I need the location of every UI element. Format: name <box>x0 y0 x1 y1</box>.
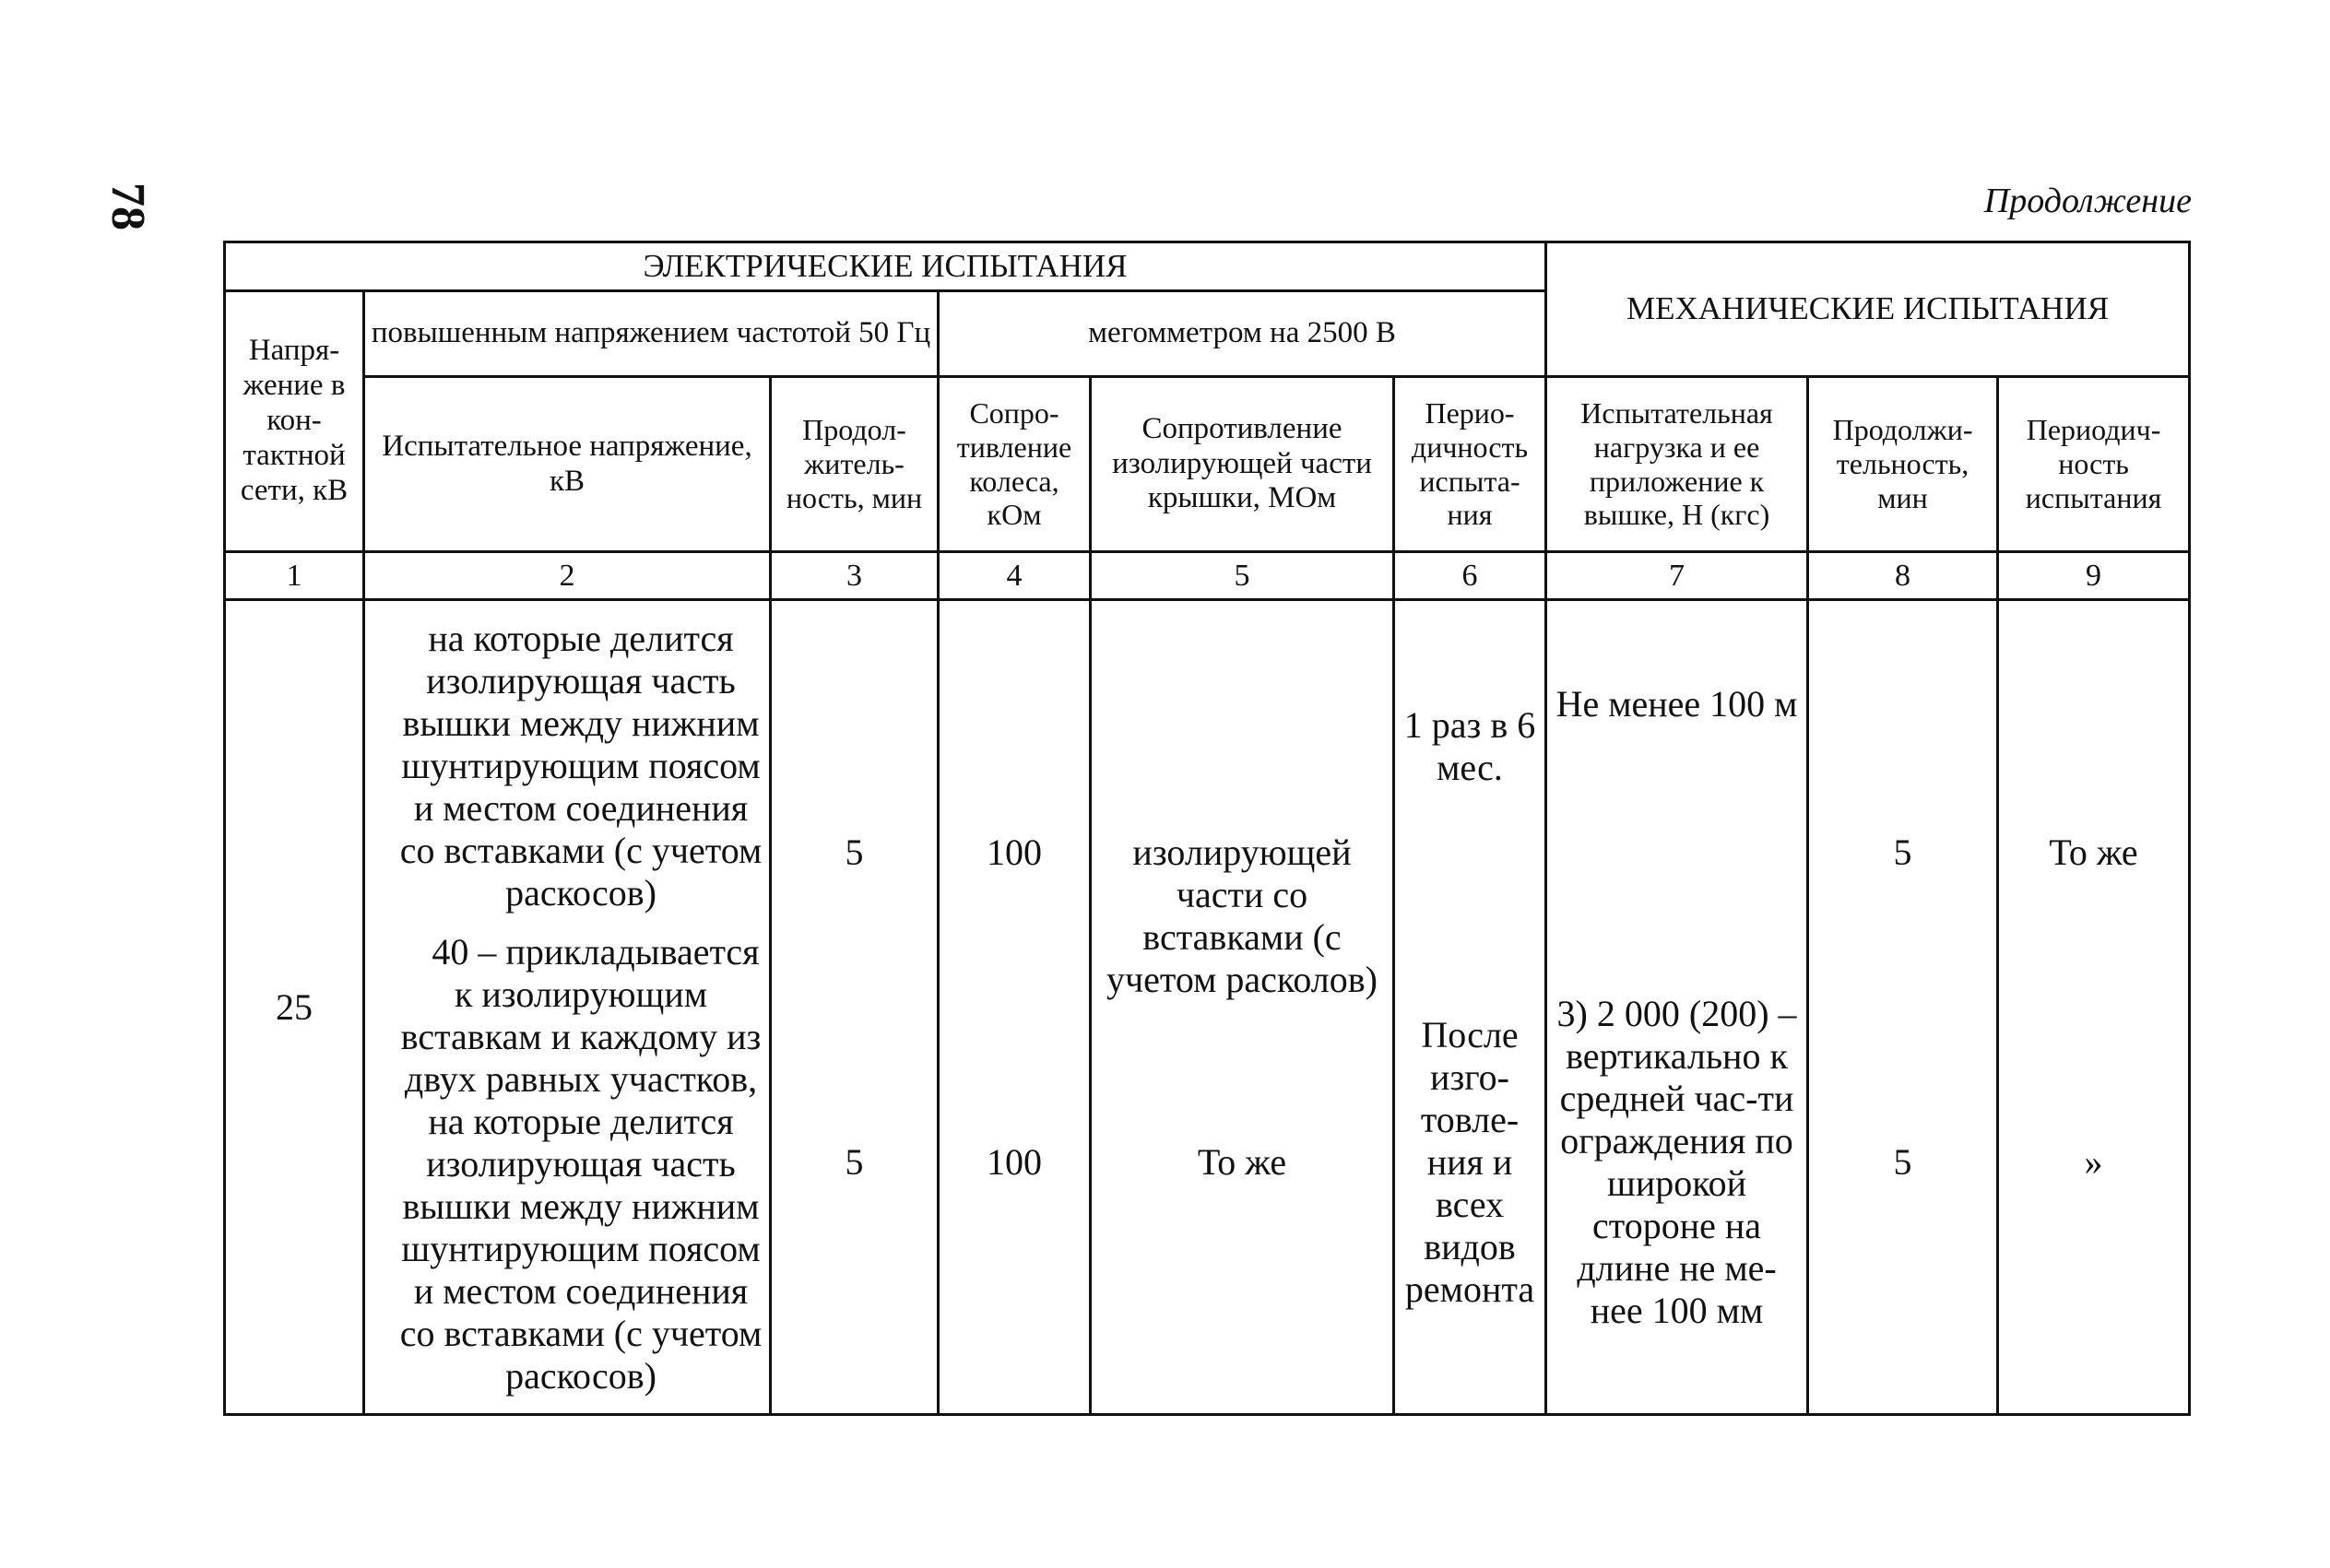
col-number: 2 <box>364 552 771 600</box>
group-electrical-header: ЭЛЕКТРИЧЕСКИЕ ИСПЫТАНИЯ <box>225 242 1546 291</box>
col-header-wheel-resistance: Сопро-тивление колеса, кОм <box>939 377 1091 552</box>
cell-wheel-resistance <box>939 600 1091 1415</box>
cell-duration <box>771 600 939 1415</box>
cell-mech-duration <box>1808 600 1998 1415</box>
row-1-test-voltage: на которые делится изолирующая часть вышки между нижним шунтирующим поясом и местом соединения со вставками (с учетом раскосов) <box>399 617 763 914</box>
subgroup-megger-header: мегомметром на 2500 В <box>939 291 1546 377</box>
col-number: 5 <box>1091 552 1394 600</box>
row-1-wheel-resistance: 100 <box>987 831 1042 873</box>
col-header-mech-duration: Продолжи-тельность, мин <box>1808 377 1998 552</box>
continuation-label: Продолжение <box>1983 182 2192 220</box>
row-2-periodicity: После изго-товле-ния и всех видов ремонта <box>1404 1013 1535 1310</box>
row-2-cover-resistance: То же <box>1197 1140 1287 1183</box>
col-header-voltage: Напря-жение в кон-тактной сети, кВ <box>225 291 364 552</box>
col-header-mech-periodicity: Периодич-ность испытания <box>1998 377 2190 552</box>
col-header-load: Испытательная нагрузка и ее приложение к вышке, Н (кгс) <box>1546 377 1808 552</box>
subgroup-high-voltage-header: повышенным напряжением частотой 50 Гц <box>364 291 939 377</box>
row-1-periodicity: 1 раз в 6 мес. <box>1403 703 1536 788</box>
col-header-duration: Продол-житель-ность, мин <box>771 377 939 552</box>
col-number: 7 <box>1546 552 1808 600</box>
col-number: 8 <box>1808 552 1998 600</box>
row-1-duration: 5 <box>845 831 864 873</box>
cell-test-voltage <box>364 600 771 1415</box>
cell-voltage <box>225 600 364 1415</box>
row-2-test-voltage: 40 – прикладывается к изолирующим вставкам и каждому из двух равных участков, на которые делится изолирующая часть вышки между нижним шунтирующим поясом и местом соединения со вставками (с учетом раскосов) <box>399 930 763 1397</box>
row-2-mech-duration: 5 <box>1893 1140 1912 1183</box>
row-1-load: Не менее 100 м <box>1555 682 1798 725</box>
row-2-wheel-resistance: 100 <box>987 1140 1042 1183</box>
row-1-mech-duration: 5 <box>1893 831 1912 873</box>
col-number: 1 <box>225 552 364 600</box>
row-2-load: 3) 2 000 (200) – вертикально к средней час-ти ограждения по широкой стороне на длине не ме-нее 100 мм <box>1556 992 1797 1331</box>
row-2-mech-periodicity: » <box>2084 1140 2103 1183</box>
col-header-test-voltage: Испытательное напряжение, кВ <box>364 377 771 552</box>
cell-periodicity <box>1394 600 1546 1415</box>
col-number: 3 <box>771 552 939 600</box>
col-number: 9 <box>1998 552 2190 600</box>
col-number: 6 <box>1394 552 1546 600</box>
col-number: 4 <box>939 552 1091 600</box>
row-1-mech-periodicity: То же <box>2049 831 2138 873</box>
test-table <box>223 241 2191 1416</box>
col-header-cover-resistance: Сопротивление изолирующей части крышки, МОм <box>1091 377 1394 552</box>
row-1-voltage: 25 <box>276 985 313 1028</box>
cell-mech-periodicity <box>1998 600 2190 1415</box>
col-header-periodicity: Перио-дичность испыта-ния <box>1394 377 1546 552</box>
cell-load <box>1546 600 1808 1415</box>
row-2-duration: 5 <box>845 1140 864 1183</box>
page-number: 78 <box>101 183 154 230</box>
row-1-cover-resistance: изолирующей части со вставками (с учетом расколов) <box>1106 831 1378 1000</box>
cell-cover-resistance <box>1091 600 1394 1415</box>
group-mechanical-header: МЕХАНИЧЕСКИЕ ИСПЫТАНИЯ <box>1546 242 2190 377</box>
